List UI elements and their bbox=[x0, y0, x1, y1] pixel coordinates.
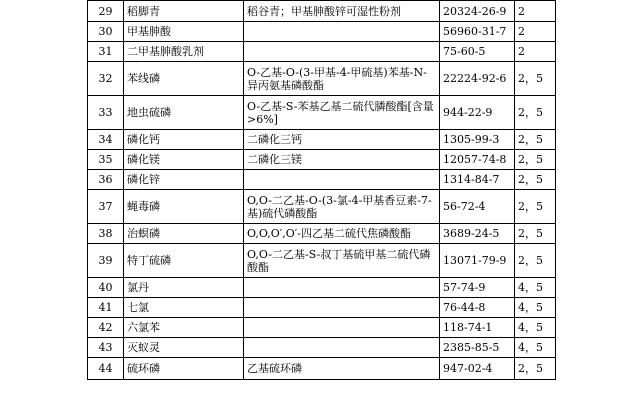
chemical-alias: O,O,O′,O′-四乙基二硫代焦磷酸酯 bbox=[244, 224, 440, 244]
chemical-alias: 稻谷青；甲基胂酸锌可湿性粉剂 bbox=[244, 1, 440, 22]
chemical-name: 硫环磷 bbox=[124, 358, 244, 380]
row-number: 35 bbox=[88, 150, 124, 170]
table-row bbox=[88, 62, 556, 96]
chemical-name: 蝇毒磷 bbox=[124, 190, 244, 224]
chemical-name: 磷化锌 bbox=[124, 170, 244, 190]
chemical-alias: O,O-二乙基-O-(3-氯-4-甲基香豆素-7-基)硫代磷酸酯 bbox=[244, 190, 440, 224]
chemical-name: 氯丹 bbox=[124, 278, 244, 298]
table-row bbox=[88, 22, 556, 42]
hazard-category: 2，5 bbox=[515, 358, 556, 380]
cas-number: 13071-79-9 bbox=[440, 244, 515, 278]
chemical-name: 甲基胂酸 bbox=[124, 22, 244, 42]
row-number: 39 bbox=[88, 244, 124, 278]
chemical-registry-table bbox=[87, 0, 556, 380]
cas-number: 947-02-4 bbox=[440, 358, 515, 380]
table-row bbox=[88, 298, 556, 318]
hazard-category: 4，5 bbox=[515, 278, 556, 298]
row-number: 42 bbox=[88, 318, 124, 338]
hazard-category: 4，5 bbox=[515, 338, 556, 358]
table-row bbox=[88, 96, 556, 130]
table-row bbox=[88, 224, 556, 244]
row-number: 33 bbox=[88, 96, 124, 130]
cas-number: 944-22-9 bbox=[440, 96, 515, 130]
chemical-name: 七氯 bbox=[124, 298, 244, 318]
table-row bbox=[88, 170, 556, 190]
hazard-category: 2 bbox=[515, 42, 556, 62]
table-row bbox=[88, 190, 556, 224]
cas-number: 56960-31-7 bbox=[440, 22, 515, 42]
row-number: 31 bbox=[88, 42, 124, 62]
cas-number: 1314-84-7 bbox=[440, 170, 515, 190]
cas-number: 57-74-9 bbox=[440, 278, 515, 298]
hazard-category: 4，5 bbox=[515, 298, 556, 318]
hazard-category: 2，5 bbox=[515, 62, 556, 96]
chemical-name: 治螟磷 bbox=[124, 224, 244, 244]
chemical-alias bbox=[244, 278, 440, 298]
hazard-category: 2 bbox=[515, 1, 556, 22]
hazard-category: 2，5 bbox=[515, 224, 556, 244]
chemical-alias bbox=[244, 318, 440, 338]
chemical-alias bbox=[244, 42, 440, 62]
chemical-name: 磷化钙 bbox=[124, 130, 244, 150]
table-row bbox=[88, 318, 556, 338]
hazard-category: 2，5 bbox=[515, 96, 556, 130]
chemical-name: 苯线磷 bbox=[124, 62, 244, 96]
cas-number: 76-44-8 bbox=[440, 298, 515, 318]
cas-number: 12057-74-8 bbox=[440, 150, 515, 170]
chemical-name: 磷化镁 bbox=[124, 150, 244, 170]
row-number: 29 bbox=[88, 1, 124, 22]
chemical-name: 地虫硫磷 bbox=[124, 96, 244, 130]
chemical-name: 六氯苯 bbox=[124, 318, 244, 338]
table-row bbox=[88, 244, 556, 278]
chemical-name: 特丁硫磷 bbox=[124, 244, 244, 278]
table-row bbox=[88, 1, 556, 22]
table-row bbox=[88, 358, 556, 380]
chemical-alias bbox=[244, 22, 440, 42]
cas-number: 3689-24-5 bbox=[440, 224, 515, 244]
chemical-alias: 二磷化三镁 bbox=[244, 150, 440, 170]
table-row bbox=[88, 42, 556, 62]
cas-number: 1305-99-3 bbox=[440, 130, 515, 150]
hazard-category: 2，5 bbox=[515, 190, 556, 224]
chemical-alias: O-乙基-S-苯基乙基二硫代膦酸酯[含量>6%] bbox=[244, 96, 440, 130]
hazard-category: 2，5 bbox=[515, 244, 556, 278]
cas-number: 56-72-4 bbox=[440, 190, 515, 224]
cas-number: 118-74-1 bbox=[440, 318, 515, 338]
cas-number: 75-60-5 bbox=[440, 42, 515, 62]
chemical-alias: 乙基硫环磷 bbox=[244, 358, 440, 380]
cas-number: 2385-85-5 bbox=[440, 338, 515, 358]
row-number: 32 bbox=[88, 62, 124, 96]
row-number: 34 bbox=[88, 130, 124, 150]
hazard-category: 2 bbox=[515, 22, 556, 42]
table-row bbox=[88, 278, 556, 298]
hazard-category: 2，5 bbox=[515, 130, 556, 150]
cas-number: 20324-26-9 bbox=[440, 1, 515, 22]
chemical-alias: 二磷化三钙 bbox=[244, 130, 440, 150]
chemical-alias: O-乙基-O-(3-甲基-4-甲硫基)苯基-N-异丙氨基磷酸酯 bbox=[244, 62, 440, 96]
chemical-name: 稻脚青 bbox=[124, 1, 244, 22]
table-row bbox=[88, 130, 556, 150]
hazard-category: 4，5 bbox=[515, 318, 556, 338]
row-number: 30 bbox=[88, 22, 124, 42]
chemical-alias bbox=[244, 338, 440, 358]
chemical-alias bbox=[244, 170, 440, 190]
row-number: 37 bbox=[88, 190, 124, 224]
row-number: 36 bbox=[88, 170, 124, 190]
chemical-alias bbox=[244, 298, 440, 318]
cas-number: 22224-92-6 bbox=[440, 62, 515, 96]
row-number: 43 bbox=[88, 338, 124, 358]
hazard-category: 2，5 bbox=[515, 170, 556, 190]
row-number: 41 bbox=[88, 298, 124, 318]
chemical-name: 二甲基胂酸乳剂 bbox=[124, 42, 244, 62]
hazard-category: 2，5 bbox=[515, 150, 556, 170]
row-number: 44 bbox=[88, 358, 124, 380]
table-row bbox=[88, 338, 556, 358]
row-number: 38 bbox=[88, 224, 124, 244]
table-row bbox=[88, 150, 556, 170]
chemical-alias: O,O-二乙基-S-叔丁基硫甲基二硫代磷酸酯 bbox=[244, 244, 440, 278]
table-body bbox=[88, 1, 556, 380]
row-number: 40 bbox=[88, 278, 124, 298]
chemical-name: 灭蚁灵 bbox=[124, 338, 244, 358]
